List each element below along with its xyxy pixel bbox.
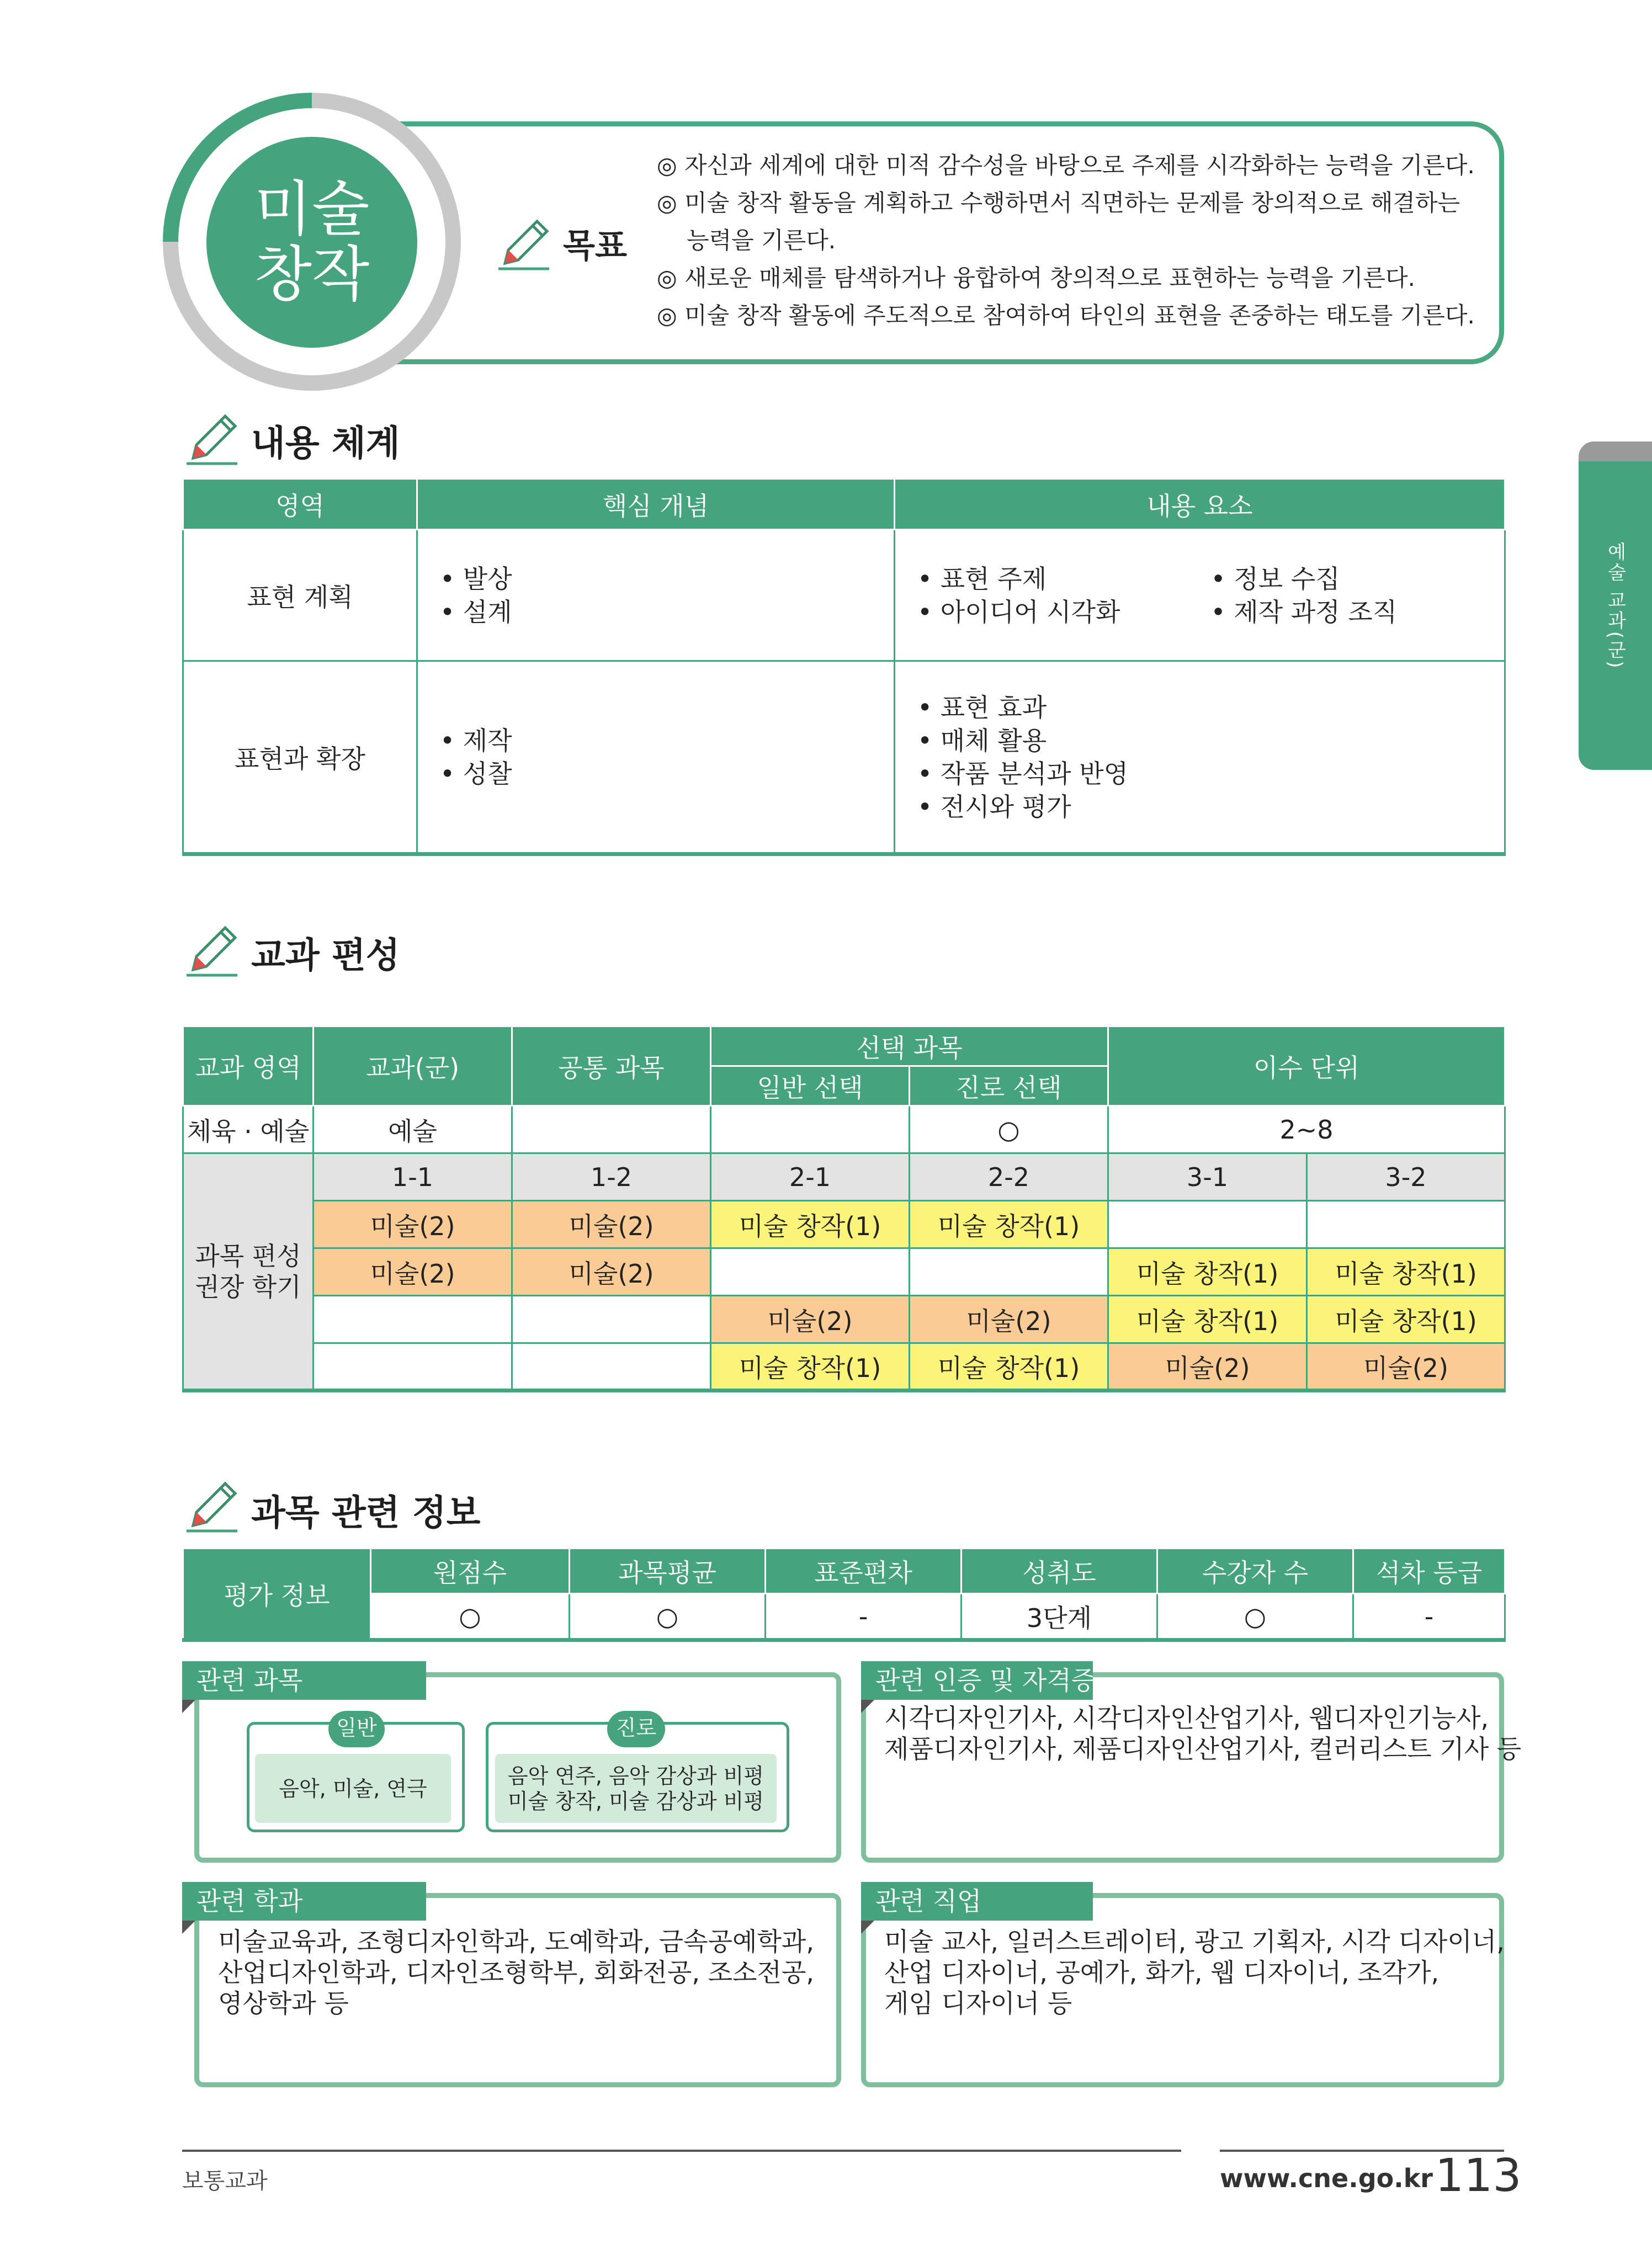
plan-cell: 미술(2) bbox=[910, 1296, 1108, 1343]
certificates-tag: 관련 인증 및 자격증 bbox=[861, 1661, 1093, 1700]
departments-tag: 관련 학과 bbox=[182, 1882, 426, 1921]
subject-title-badge bbox=[206, 137, 417, 348]
departments-line: 산업디자인학과, 디자인조형학부, 회화전공, 조소전공, bbox=[218, 1958, 814, 1987]
plan-cell: 미술(2) bbox=[314, 1201, 512, 1248]
pencil-icon bbox=[182, 407, 243, 468]
plan-cell: 미술(2) bbox=[512, 1248, 711, 1296]
column-header: 핵심 개념 bbox=[417, 479, 895, 530]
certificates-line: 시각디자인기사, 시각디자인산업기사, 웹디자인기능사, bbox=[884, 1703, 1489, 1733]
jobs-line: 게임 디자이너 등 bbox=[884, 1988, 1072, 2018]
semester-cell: 2-2 bbox=[910, 1153, 1108, 1201]
concept-item: • 발상 bbox=[440, 562, 894, 595]
page-number: 113 bbox=[1435, 2150, 1522, 2202]
pencil-icon bbox=[182, 919, 243, 980]
plan-cell: 미술 창작(1) bbox=[1307, 1248, 1505, 1296]
concept-item: • 설계 bbox=[440, 595, 894, 629]
element-item: • 전시와 평가 bbox=[917, 790, 1504, 823]
plan-cell: 미술 창작(1) bbox=[910, 1343, 1108, 1391]
recommend-label-cell bbox=[183, 1153, 314, 1391]
element-item: • 아이디어 시각화 bbox=[917, 595, 1211, 629]
element-item: • 정보 수집 bbox=[1211, 562, 1505, 595]
evaluation-table bbox=[182, 1548, 1506, 1642]
jobs-line: 산업 디자이너, 공예가, 화가, 웹 디자이너, 조각가, bbox=[884, 1958, 1439, 1987]
career-subject-line: 미술 창작, 미술 감상과 비평 bbox=[507, 1789, 764, 1814]
recommend-label-line: 과목 편성 bbox=[195, 1241, 301, 1271]
goal-item: ◎ 미술 창작 활동에 주도적으로 참여하여 타인의 표현을 존중하는 태도를 기른다. bbox=[657, 302, 1475, 329]
plan-cell: 미술 창작(1) bbox=[711, 1201, 910, 1248]
plan-row bbox=[183, 1248, 1505, 1296]
plan-cell bbox=[512, 1343, 711, 1391]
column-header: 이수 단위 bbox=[1108, 1027, 1505, 1106]
goal-item: ◎ 자신과 세계에 대한 미적 감수성을 바탕으로 주제를 시각화하는 능력을 기른다. bbox=[657, 152, 1475, 179]
career-subject-line: 음악 연주, 음악 감상과 비평 bbox=[507, 1763, 764, 1788]
units-cell: 2~8 bbox=[1108, 1106, 1505, 1153]
pencil-icon bbox=[182, 1475, 243, 1535]
semester-cell: 1-2 bbox=[512, 1153, 711, 1201]
elements-cell bbox=[895, 661, 1505, 854]
pencil-icon bbox=[494, 212, 555, 273]
career-pill: 진로 bbox=[607, 1711, 665, 1747]
plan-row bbox=[183, 1201, 1505, 1248]
element-item: • 표현 주제 bbox=[917, 562, 1211, 595]
column-header: 표준편차 bbox=[766, 1549, 962, 1594]
certificates-text bbox=[884, 1703, 1521, 1764]
element-item: • 제작 과정 조직 bbox=[1211, 595, 1505, 629]
column-header: 석차 등급 bbox=[1353, 1549, 1505, 1594]
semester-cell: 2-1 bbox=[711, 1153, 910, 1201]
plan-cell: 미술(2) bbox=[711, 1296, 910, 1343]
column-header: 원점수 bbox=[371, 1549, 570, 1594]
element-item: • 매체 활용 bbox=[917, 724, 1504, 757]
curriculum-table bbox=[182, 1025, 1506, 1392]
subject-title-line1: 미술 bbox=[254, 175, 370, 244]
column-header: 일반 선택 bbox=[711, 1066, 910, 1106]
table-header-row bbox=[183, 479, 1505, 530]
concept-item: • 성찰 bbox=[440, 757, 894, 790]
plan-cell: 미술 창작(1) bbox=[910, 1201, 1108, 1248]
plan-cell bbox=[1108, 1201, 1307, 1248]
footer-divider bbox=[182, 2150, 1181, 2152]
table-row bbox=[183, 661, 1505, 854]
column-header: 공통 과목 bbox=[512, 1027, 711, 1106]
goal-item: ◎ 새로운 매체를 탐색하거나 융합하여 창의적으로 표현하는 능력을 기른다. bbox=[657, 264, 1415, 291]
semester-cell: 3-2 bbox=[1307, 1153, 1505, 1201]
footer-section-label: 보통교과 bbox=[182, 2168, 268, 2194]
plan-row bbox=[183, 1343, 1505, 1391]
domain-cell: 체육 · 예술 bbox=[183, 1106, 314, 1153]
departments-line: 미술교육과, 조형디자인학과, 도예학과, 금속공예학과, bbox=[218, 1927, 814, 1956]
plan-cell: 미술(2) bbox=[1307, 1343, 1505, 1391]
plan-cell: 미술 창작(1) bbox=[1108, 1296, 1307, 1343]
elements-cell bbox=[895, 530, 1505, 661]
plan-cell: 미술 창작(1) bbox=[1307, 1296, 1505, 1343]
plan-cell bbox=[512, 1296, 711, 1343]
plan-cell bbox=[314, 1296, 512, 1343]
subject-group-cell: 예술 bbox=[314, 1106, 512, 1153]
plan-cell: 미술(2) bbox=[1108, 1343, 1307, 1391]
jobs-text bbox=[884, 1926, 1505, 2019]
plan-cell bbox=[711, 1248, 910, 1296]
general-subject-list: 음악, 미술, 연극 bbox=[255, 1754, 451, 1823]
general-cell bbox=[711, 1106, 910, 1153]
related-subjects-tag: 관련 과목 bbox=[182, 1661, 426, 1700]
semester-cell: 3-1 bbox=[1108, 1153, 1307, 1201]
column-header: 선택 과목 bbox=[711, 1027, 1108, 1066]
column-header: 영역 bbox=[183, 479, 417, 530]
section-title-content-system: 내용 체계 bbox=[251, 423, 400, 464]
column-header: 내용 요소 bbox=[895, 479, 1505, 530]
goal-label: 목표 bbox=[563, 227, 627, 265]
content-system-table bbox=[182, 478, 1506, 856]
plan-cell bbox=[314, 1343, 512, 1391]
eval-value-cell: ○ bbox=[1157, 1594, 1353, 1640]
eval-value-cell: 3단계 bbox=[962, 1594, 1157, 1640]
plan-cell: 미술(2) bbox=[314, 1248, 512, 1296]
concept-item: • 제작 bbox=[440, 724, 894, 757]
eval-label-cell: 평가 정보 bbox=[183, 1549, 371, 1640]
certificates-line: 제품디자인기사, 제품디자인산업기사, 컬러리스트 기사 등 bbox=[884, 1734, 1522, 1764]
plan-cell bbox=[1307, 1201, 1505, 1248]
footer-url-link[interactable]: www.cne.go.kr bbox=[1220, 2163, 1433, 2193]
career-subject-list bbox=[495, 1754, 777, 1823]
area-cell: 표현과 확장 bbox=[183, 661, 417, 854]
table-header-row bbox=[183, 1549, 1505, 1594]
jobs-line: 미술 교사, 일러스트레이터, 광고 기획자, 시각 디자이너, bbox=[884, 1927, 1505, 1956]
common-cell bbox=[512, 1106, 711, 1153]
plan-cell: 미술 창작(1) bbox=[711, 1343, 910, 1391]
departments-text bbox=[218, 1926, 814, 2019]
career-cell: ○ bbox=[910, 1106, 1108, 1153]
goal-list bbox=[657, 147, 1485, 334]
concepts-cell bbox=[417, 530, 895, 661]
concepts-cell bbox=[417, 661, 895, 854]
element-item: • 작품 분석과 반영 bbox=[917, 757, 1504, 790]
table-header-row bbox=[183, 1027, 1505, 1066]
plan-cell: 미술 창작(1) bbox=[1108, 1248, 1307, 1296]
column-header: 진로 선택 bbox=[910, 1066, 1108, 1106]
table-row bbox=[183, 1106, 1505, 1153]
eval-value-cell: - bbox=[1353, 1594, 1505, 1640]
general-pill: 일반 bbox=[328, 1711, 385, 1747]
jobs-tag: 관련 직업 bbox=[861, 1882, 1093, 1921]
eval-value-cell: ○ bbox=[570, 1594, 766, 1640]
plan-cell: 미술(2) bbox=[512, 1201, 711, 1248]
side-tab-label: 예술 교과(군) bbox=[1604, 541, 1626, 670]
subject-title-line2: 창작 bbox=[254, 240, 370, 309]
table-row bbox=[183, 530, 1505, 661]
section-title-curriculum: 교과 편성 bbox=[251, 935, 400, 976]
goal-item: ◎ 미술 창작 활동을 계획하고 수행하면서 직면하는 문제를 창의적으로 해결하는 능력을 기른다. bbox=[657, 189, 1460, 254]
table-row bbox=[183, 1594, 1505, 1640]
column-header: 교과(군) bbox=[314, 1027, 512, 1106]
eval-value-cell: - bbox=[766, 1594, 962, 1640]
side-tab[interactable] bbox=[1579, 442, 1652, 770]
recommend-label-line: 권장 학기 bbox=[195, 1272, 301, 1302]
semester-cell: 1-1 bbox=[314, 1153, 512, 1201]
plan-cell bbox=[910, 1248, 1108, 1296]
area-cell: 표현 계획 bbox=[183, 530, 417, 661]
plan-row bbox=[183, 1296, 1505, 1343]
section-title-subject-info: 과목 관련 정보 bbox=[251, 1493, 481, 1534]
certificates-box bbox=[861, 1672, 1504, 1863]
element-item: • 표현 효과 bbox=[917, 691, 1504, 724]
column-header: 과목평균 bbox=[570, 1549, 766, 1594]
column-header: 성취도 bbox=[962, 1549, 1157, 1594]
semester-row bbox=[183, 1153, 1505, 1201]
departments-line: 영상학과 등 bbox=[218, 1988, 349, 2018]
eval-value-cell: ○ bbox=[371, 1594, 570, 1640]
column-header: 수강자 수 bbox=[1157, 1549, 1353, 1594]
column-header: 교과 영역 bbox=[183, 1027, 314, 1106]
